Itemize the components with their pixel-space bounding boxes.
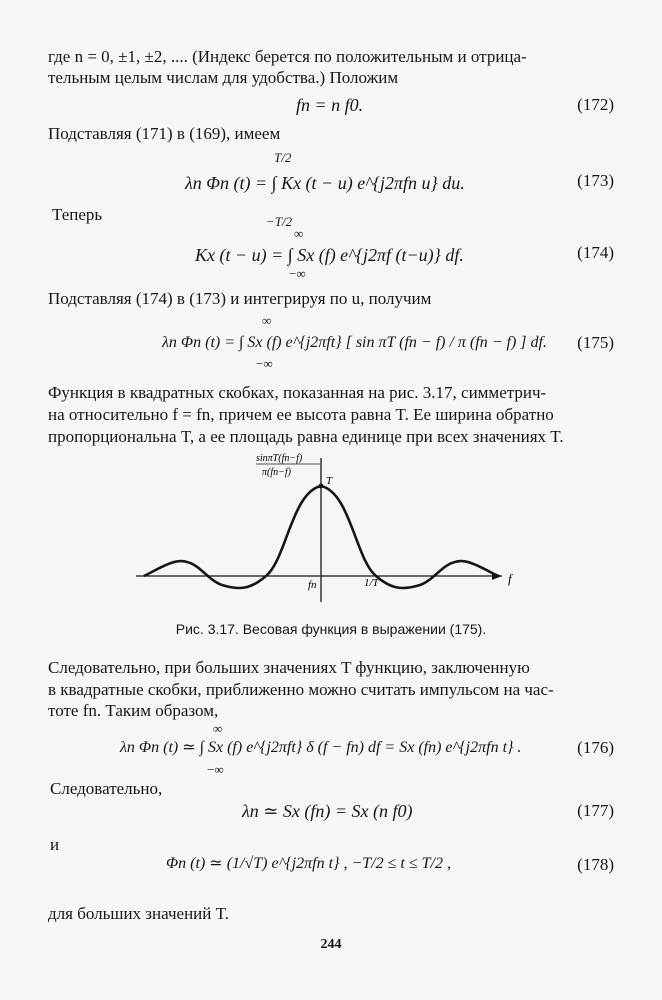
equation-number: (172) — [577, 95, 614, 114]
text-line: Следовательно, — [50, 779, 163, 798]
page-number: 244 — [320, 937, 342, 952]
integral-lower-limit: −T/2 — [266, 214, 293, 229]
equation-number: (176) — [577, 738, 614, 757]
integral-upper-limit: T/2 — [274, 150, 292, 165]
equation-number: (174) — [577, 243, 614, 262]
x-axis-label: f — [508, 571, 512, 586]
y-axis-label-denominator: π(fn−f) — [262, 467, 291, 478]
text-line: Подставляя (174) в (173) и интегрируя по u, получим — [48, 289, 432, 308]
text-line: Теперь — [52, 205, 103, 224]
text-line: для больших значений T. — [48, 904, 229, 923]
equation-number: (178) — [577, 855, 614, 874]
integral-lower-limit: −∞ — [256, 356, 273, 371]
equation-number: (173) — [577, 171, 614, 190]
peak-label: T — [326, 475, 333, 487]
text-line: и — [50, 835, 60, 854]
text-line: тоте fn. Таким образом, — [48, 701, 219, 720]
center-label: fn — [308, 579, 317, 591]
integral-upper-limit: ∞ — [294, 226, 304, 241]
text-line: Подставляя (171) в (169), имеем — [48, 124, 281, 143]
text-line: в квадратные скобки, приближенно можно считать импульсом на час- — [48, 680, 554, 699]
figure-3-17 — [130, 450, 530, 610]
text-line: Функция в квадратных скобках, показанная на рис. 3.17, симметрич- — [48, 383, 547, 402]
equation-number: (175) — [577, 333, 614, 352]
text-line: пропорциональна T, а ее площадь равна единице при всех значениях T. — [48, 427, 564, 446]
text-line: где n = 0, ±1, ±2, .... (Индекс берется по положительным и отрица- — [48, 47, 527, 66]
equation-number: (177) — [577, 801, 614, 820]
text-line: тельным целым числам для удобства.) Положим — [48, 68, 399, 87]
integral-lower-limit: −∞ — [289, 266, 306, 281]
figure-caption: Рис. 3.17. Весовая функция в выражении (175). — [175, 621, 487, 637]
text-line: на относительно f = fn, причем ее высота равна T. Ее ширина обратно — [48, 405, 554, 424]
equation-173: λn Φn (t) = ∫ Kx (t − u) e^{j2πfn u} du. — [185, 173, 465, 193]
equation-176: λn Φn (t) ≃ ∫ Sx (f) e^{j2πft} δ (f − fn) df = Sx (fn) e^{j2πfn t} . — [120, 739, 522, 756]
y-axis-label-numerator: sinπT(fn−f) — [256, 453, 303, 464]
equation-177: λn ≃ Sx (fn) = Sx (n f0) — [242, 801, 413, 821]
equation-174: Kx (t − u) = ∫ Sx (f) e^{j2πf (t−u)} df. — [195, 245, 464, 265]
equation-178: Φn (t) ≃ (1/√T) e^{j2πfn t} , −T/2 ≤ t ≤ T/2 , — [166, 855, 451, 872]
integral-lower-limit: −∞ — [207, 762, 224, 777]
peak-point — [319, 484, 324, 489]
integral-upper-limit: ∞ — [262, 313, 272, 328]
text-line: Следовательно, при больших значениях T функцию, заключенную — [48, 658, 530, 677]
zero-label: 1/T — [364, 577, 379, 589]
integral-upper-limit: ∞ — [213, 721, 223, 736]
equation-175: λn Φn (t) = ∫ Sx (f) e^{j2πft} [ sin πT (fn − f) / π (fn − f) ] df. — [162, 334, 547, 351]
equation-172: fn = n f0. — [296, 95, 364, 115]
